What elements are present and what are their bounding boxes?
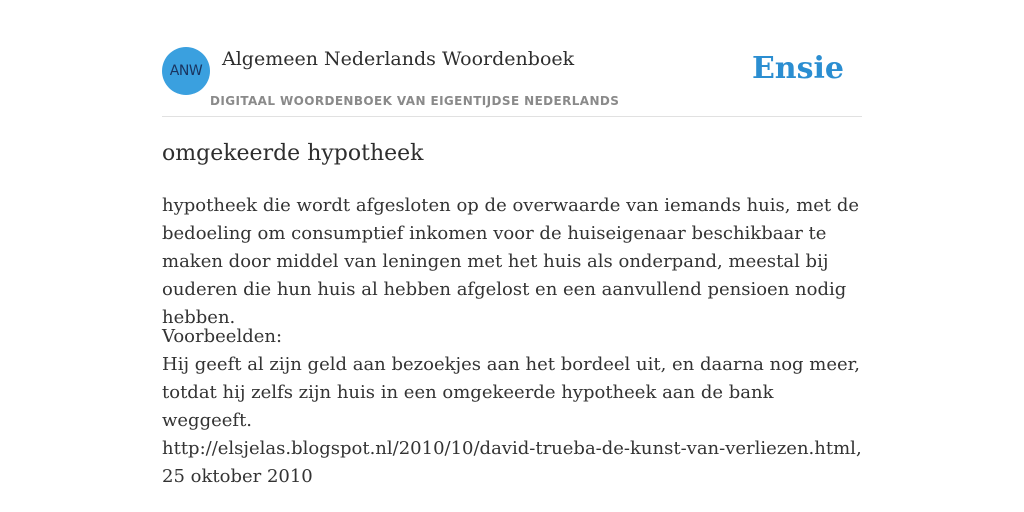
entry-definition: hypotheek die wordt afgesloten op de overwaarde van iemands huis, met de bedoeling om consumptief inkomen voor de huiseigenaar beschikbaar te maken door middel van leningen met het huis als onderpand, meestal bij ouderen die hun huis al hebben afgelost en een aanvullend pensioen nodig hebben. <box>162 195 860 328</box>
example-block <box>162 351 862 491</box>
entry-headword: omgekeerde hypotheek <box>162 141 424 166</box>
examples-label: Voorbeelden: <box>162 326 283 347</box>
site-header <box>162 46 862 117</box>
ensie-brand-link[interactable]: Ensie <box>751 51 844 86</box>
example-source-date: , 25 oktober 2010 <box>162 438 862 487</box>
anw-logo[interactable]: ANW <box>162 47 210 95</box>
site-title[interactable]: Algemeen Nederlands Woordenboek <box>222 48 575 70</box>
site-subtitle: DIGITAAL WOORDENBOEK VAN EIGENTIJDSE NEDERLANDS <box>210 94 620 108</box>
example-sentence: Hij geeft al zijn geld aan bezoekjes aan het bordeel uit, en daarna nog meer, totdat hij zelfs zijn huis in een omgekeerde hypotheek aan de bank weggeeft. <box>162 354 861 431</box>
examples-section <box>162 323 862 491</box>
example-source-link[interactable]: http://elsjelas.blogspot.nl/2010/10/david-trueba-de-kunst-van-verliezen.html <box>162 438 856 459</box>
